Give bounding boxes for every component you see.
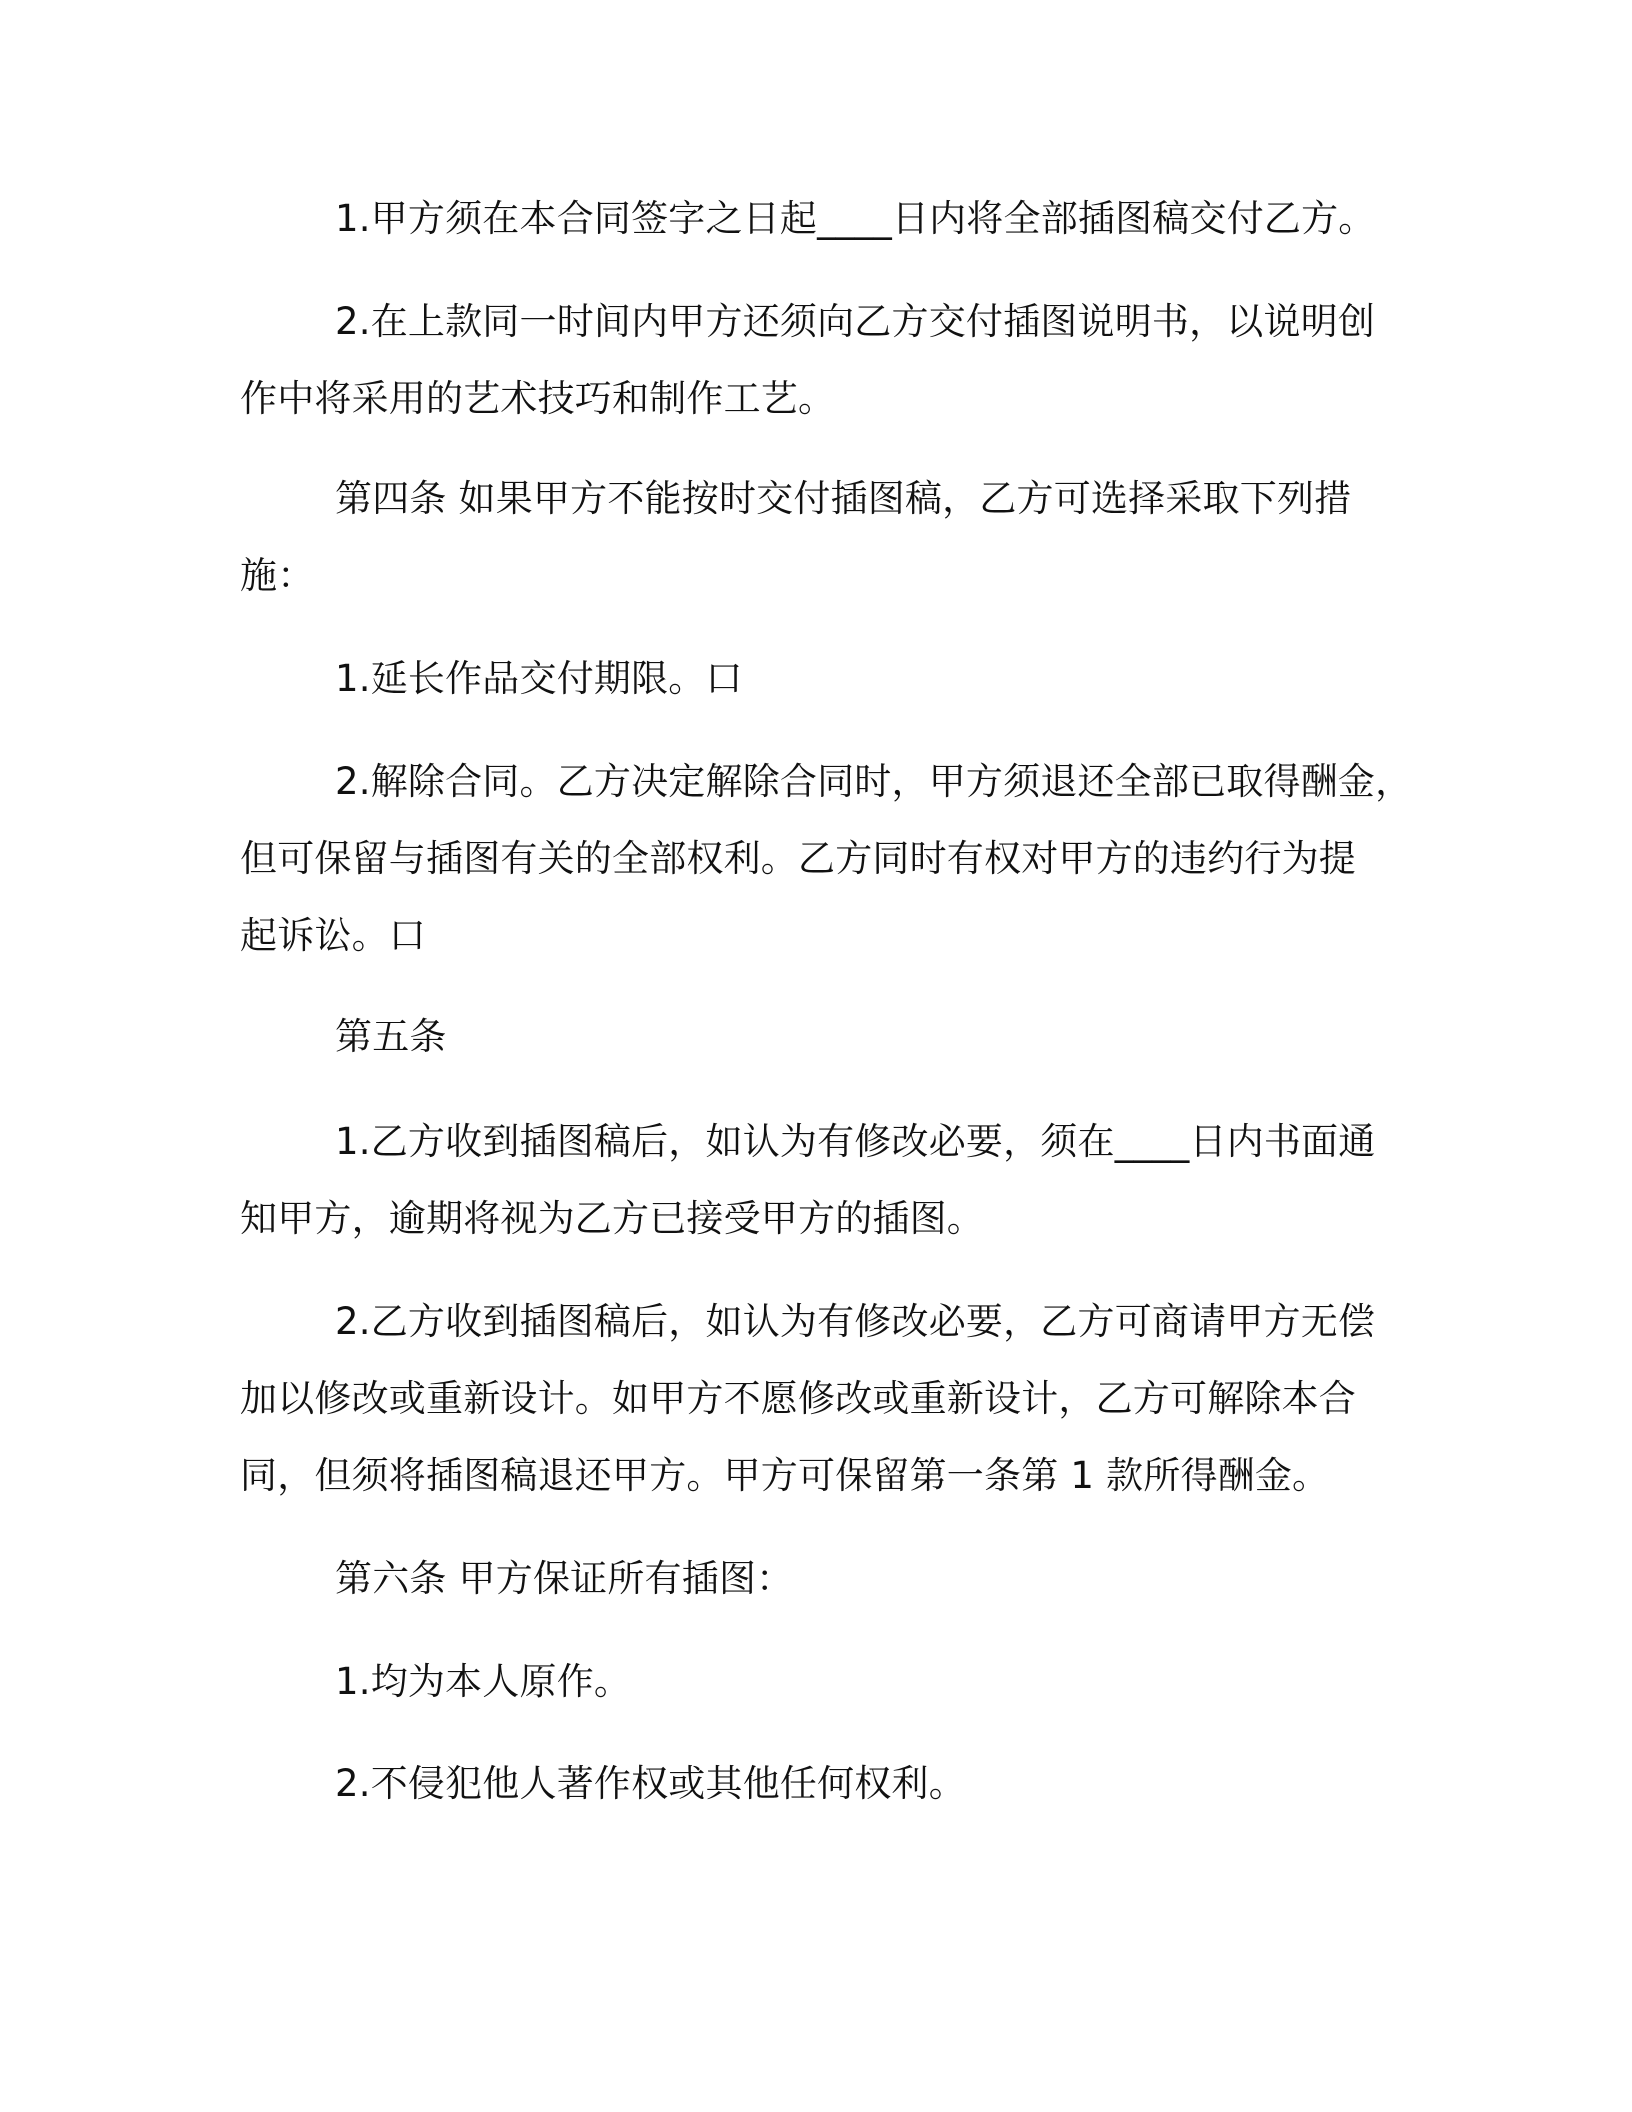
text-line: 第六条 甲方保证所有插图： — [335, 1557, 794, 1600]
clause-6-item-1 — [240, 1643, 1390, 1720]
clause-6-item-2 — [240, 1745, 1390, 1822]
text-line: 1.乙方收到插图稿后，如认为有修改必要，须在____日内书面通 — [335, 1120, 1376, 1163]
text-line: 起诉讼。口 — [240, 914, 426, 957]
text-line: 1.均为本人原作。 — [335, 1660, 632, 1703]
clause-3-item-2 — [240, 283, 1390, 437]
clause-4-heading — [240, 460, 1390, 614]
text-line: 2.解除合同。乙方决定解除合同时，甲方须退还全部已取得酬金， — [335, 760, 1413, 803]
clause-6-heading — [240, 1540, 1390, 1617]
clause-3-item-1 — [240, 180, 1390, 257]
clause-5-item-1 — [240, 1103, 1390, 1257]
text-line: 加以修改或重新设计。如甲方不愿修改或重新设计，乙方可解除本合 — [240, 1377, 1356, 1420]
text-line: 1.甲方须在本合同签字之日起____日内将全部插图稿交付乙方。 — [335, 197, 1376, 240]
text-line: 2.乙方收到插图稿后，如认为有修改必要，乙方可商请甲方无偿 — [335, 1300, 1376, 1343]
clause-4-item-1 — [240, 640, 1390, 717]
text-line: 同，但须将插图稿退还甲方。甲方可保留第一条第 1 款所得酬金。 — [240, 1454, 1330, 1497]
text-line: 但可保留与插图有关的全部权利。乙方同时有权对甲方的违约行为提 — [240, 837, 1356, 880]
text-line: 施： — [240, 554, 315, 597]
clause-5-heading — [240, 998, 1390, 1075]
text-line: 2.不侵犯他人著作权或其他任何权利。 — [335, 1762, 966, 1805]
text-line: 1.延长作品交付期限。口 — [335, 657, 743, 700]
text-line: 作中将采用的艺术技巧和制作工艺。 — [240, 377, 836, 420]
clause-4-item-2 — [240, 743, 1413, 974]
text-line: 2.在上款同一时间内甲方还须向乙方交付插图说明书，以说明创 — [335, 300, 1376, 343]
clause-5-item-2 — [240, 1283, 1390, 1514]
text-line: 第四条 如果甲方不能按时交付插图稿，乙方可选择采取下列措 — [335, 477, 1352, 520]
text-line: 知甲方，逾期将视为乙方已接受甲方的插图。 — [240, 1197, 984, 1240]
text-line: 第五条 — [335, 1015, 447, 1058]
